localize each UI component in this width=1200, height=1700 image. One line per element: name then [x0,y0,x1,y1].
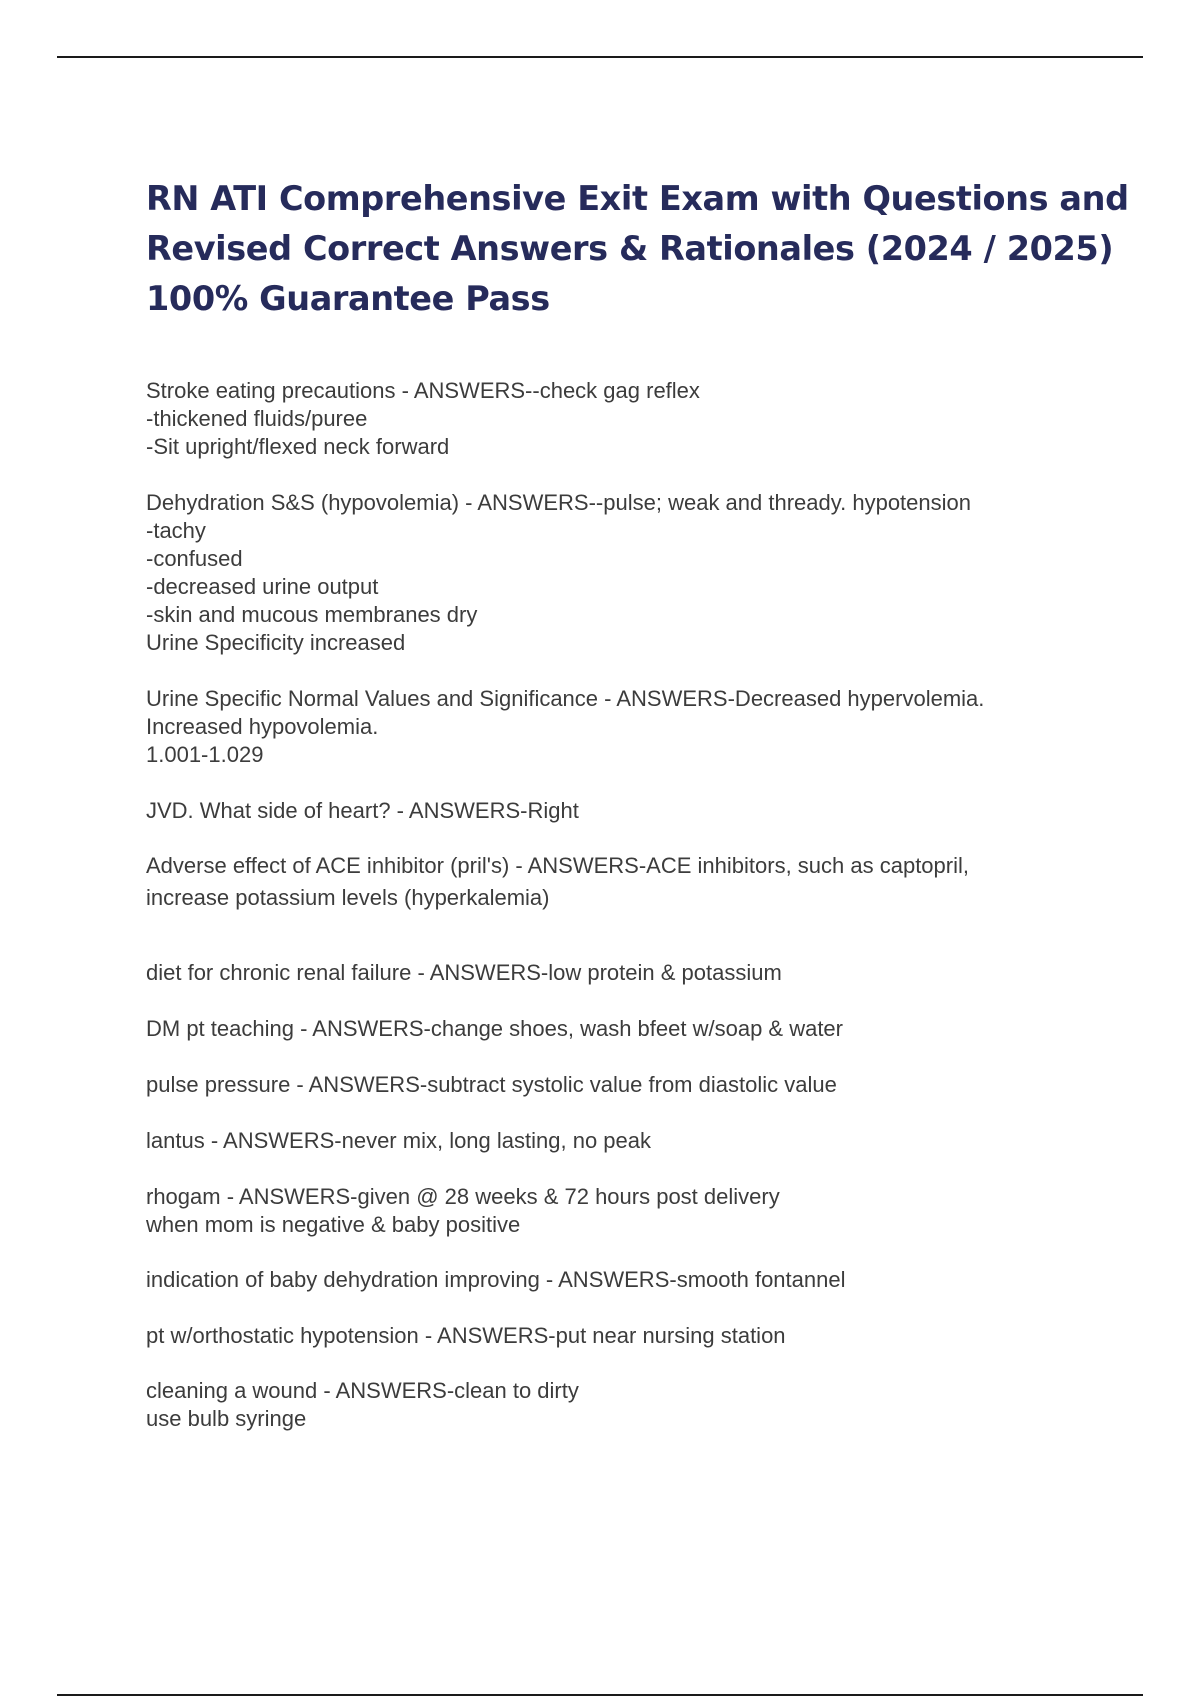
qa-line: Increased hypovolemia. [146,714,379,739]
top-rule [57,56,1143,58]
qa-entry-baby-dehydration [146,1266,1116,1294]
qa-line: diet for chronic renal failure - ANSWERS-low protein & potassium [146,960,782,985]
qa-line: pt w/orthostatic hypotension - ANSWERS-put near nursing station [146,1323,786,1348]
qa-entry-wound-cleaning [146,1377,1116,1433]
qa-entry-lantus [146,1127,1116,1155]
qa-line: 1.001-1.029 [146,742,264,767]
qa-line: cleaning a wound - ANSWERS-clean to dirty [146,1378,579,1403]
qa-entry-dehydration [146,489,1116,657]
qa-line: increase potassium levels (hyperkalemia) [146,885,550,910]
qa-entry-orthostatic [146,1322,1116,1350]
title-line: RN ATI Comprehensive Exit Exam with Questions and [146,179,1129,218]
qa-line: DM pt teaching - ANSWERS-change shoes, wash bfeet w/soap & water [146,1016,843,1041]
qa-entry-pulse-pressure [146,1071,1116,1099]
qa-line: Dehydration S&S (hypovolemia) - ANSWERS--pulse; weak and thready. hypotension [146,490,971,515]
qa-line: -thickened fluids/puree [146,406,368,431]
qa-line: Urine Specific Normal Values and Significance - ANSWERS-Decreased hypervolemia. [146,686,985,711]
qa-line: use bulb syringe [146,1406,307,1431]
qa-entry-ace-inhibitor [146,850,1116,914]
qa-line: -Sit upright/flexed neck forward [146,434,450,459]
qa-line: -tachy [146,518,206,543]
qa-line: -decreased urine output [146,574,379,599]
qa-entry-jvd [146,797,1116,825]
qa-line: when mom is negative & baby positive [146,1212,521,1237]
title-line: 100% Guarantee Pass [146,279,550,318]
qa-line: Urine Specificity increased [146,630,406,655]
qa-line: pulse pressure - ANSWERS-subtract systolic value from diastolic value [146,1072,837,1097]
qa-line: JVD. What side of heart? - ANSWERS-Right [146,798,579,823]
document-title [146,174,1129,324]
qa-line: -skin and mucous membranes dry [146,602,478,627]
qa-entry-rhogam [146,1183,1116,1239]
title-line: Revised Correct Answers & Rationales (2024 / 2025) [146,229,1114,268]
qa-line: rhogam - ANSWERS-given @ 28 weeks & 72 hours post delivery [146,1184,780,1209]
qa-entry-stroke-eating [146,377,1116,461]
qa-entry-renal-diet [146,959,1116,987]
qa-line: indication of baby dehydration improving - ANSWERS-smooth fontannel [146,1267,846,1292]
qa-line: Adverse effect of ACE inhibitor (pril's) - ANSWERS-ACE inhibitors, such as captopril, [146,853,969,878]
bottom-rule [57,1694,1143,1696]
qa-entry-dm-teaching [146,1015,1116,1043]
qa-line: -confused [146,546,243,571]
qa-line: Stroke eating precautions - ANSWERS--check gag reflex [146,378,700,403]
qa-line: lantus - ANSWERS-never mix, long lasting, no peak [146,1128,652,1153]
qa-entry-urine-specific [146,685,1116,769]
